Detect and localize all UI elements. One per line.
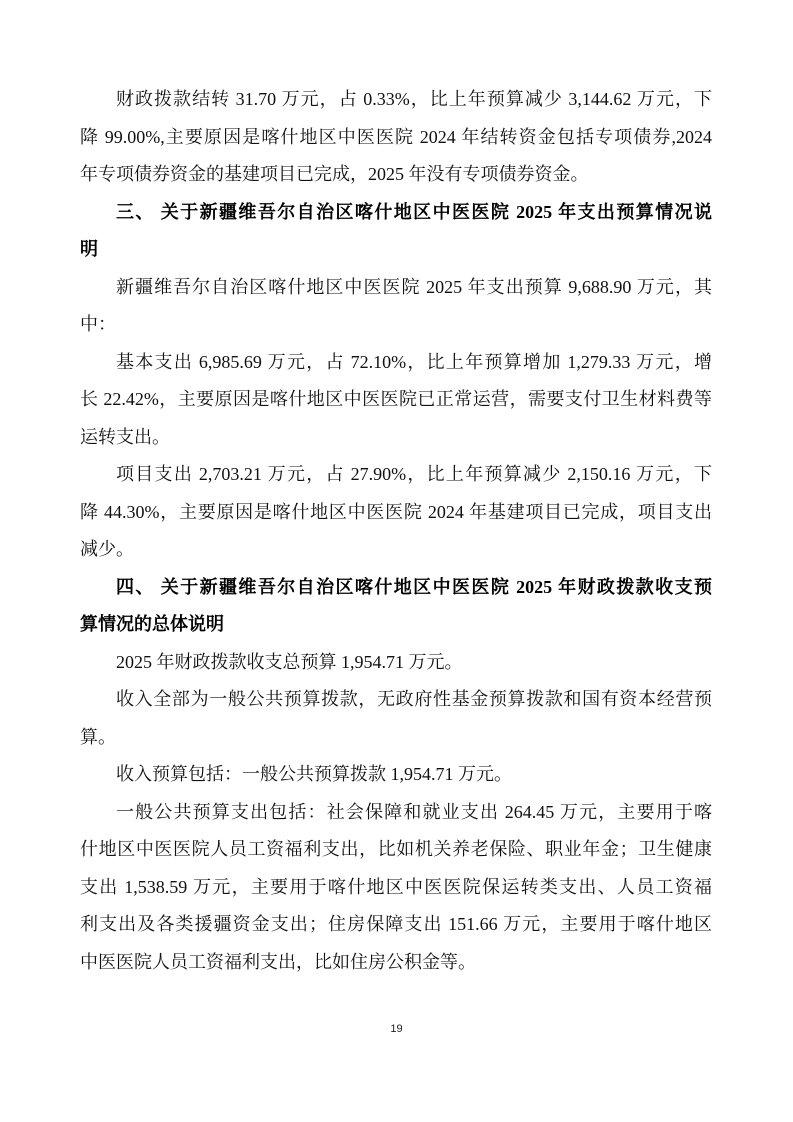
paragraph-income-source — [80, 681, 712, 756]
text-line: 中： — [80, 314, 116, 334]
text-line: 减少。 — [80, 539, 134, 559]
page-number: 19 — [390, 1023, 403, 1035]
text-line: 2025 年财政拨款收支总预算 1,954.71 万元。 — [116, 651, 463, 672]
text-line: 基本支出 6,985.69 万元，占 72.10%，比上年预算增加 1,279.33 万元，增 — [116, 351, 712, 372]
heading-line: 算情况的总体说明 — [80, 614, 224, 634]
paragraph-carryover-funds — [80, 81, 712, 194]
text-line: 长 22.42%，主要原因是喀什地区中医医院已正常运营，需要支付卫生材料费等 — [80, 389, 712, 409]
paragraph-project-expenditure — [80, 456, 712, 569]
heading-line: 三、 关于新疆维吾尔自治区喀什地区中医医院 2025 年支出预算情况说 — [116, 201, 712, 222]
paragraph-fiscal-total — [80, 644, 712, 682]
heading-line: 四、 关于新疆维吾尔自治区喀什地区中医医院 2025 年财政拨款收支预 — [116, 576, 712, 597]
text-line: 财政拨款结转 31.70 万元，占 0.33%，比上年预算减少 3,144.62 万元，下 — [116, 89, 712, 109]
text-line: 支出 1,538.59 万元，主要用于喀什地区中医医院保运转类支出、人员工资福 — [80, 876, 712, 897]
heading-line: 明 — [80, 239, 98, 259]
text-line: 降 44.30%，主要原因是喀什地区中医医院 2024 年基建项目已完成，项目支出 — [80, 501, 712, 522]
text-line: 中医医院人员工资福利支出，比如住房公积金等。 — [80, 951, 476, 972]
text-line: 算。 — [80, 726, 116, 747]
section-heading-3 — [80, 194, 712, 269]
text-line: 项目支出 2,703.21 万元，占 27.90%，比上年预算减少 2,150.16 万元，下 — [116, 464, 712, 484]
section-heading-4 — [80, 569, 712, 644]
paragraph-general-expenditure — [80, 794, 712, 982]
text-line: 降 99.00%,主要原因是喀什地区中医医院 2024 年结转资金包括专项债券,2024 — [80, 126, 712, 147]
text-line: 收入预算包括：一般公共预算拨款 1,954.71 万元。 — [116, 764, 512, 784]
text-line: 新疆维吾尔自治区喀什地区中医医院 2025 年支出预算 9,688.90 万元，其 — [116, 276, 712, 297]
text-line: 运转支出。 — [80, 426, 170, 447]
text-line: 什地区中医医院人员工资福利支出，比如机关养老保险、职业年金；卫生健康 — [80, 839, 712, 859]
paragraph-income-budget — [80, 756, 712, 794]
text-line: 年专项债券资金的基建项目已完成，2025 年没有专项债券资金。 — [80, 164, 589, 184]
paragraph-basic-expenditure — [80, 344, 712, 457]
text-line: 利支出及各类援疆资金支出；住房保障支出 151.66 万元，主要用于喀什地区 — [80, 914, 712, 934]
document-body — [80, 81, 712, 981]
text-line: 一般公共预算支出包括：社会保障和就业支出 264.45 万元，主要用于喀 — [116, 801, 712, 822]
text-line: 收入全部为一般公共预算拨款，无政府性基金预算拨款和国有资本经营预 — [116, 689, 712, 709]
paragraph-expenditure-total — [80, 269, 712, 344]
